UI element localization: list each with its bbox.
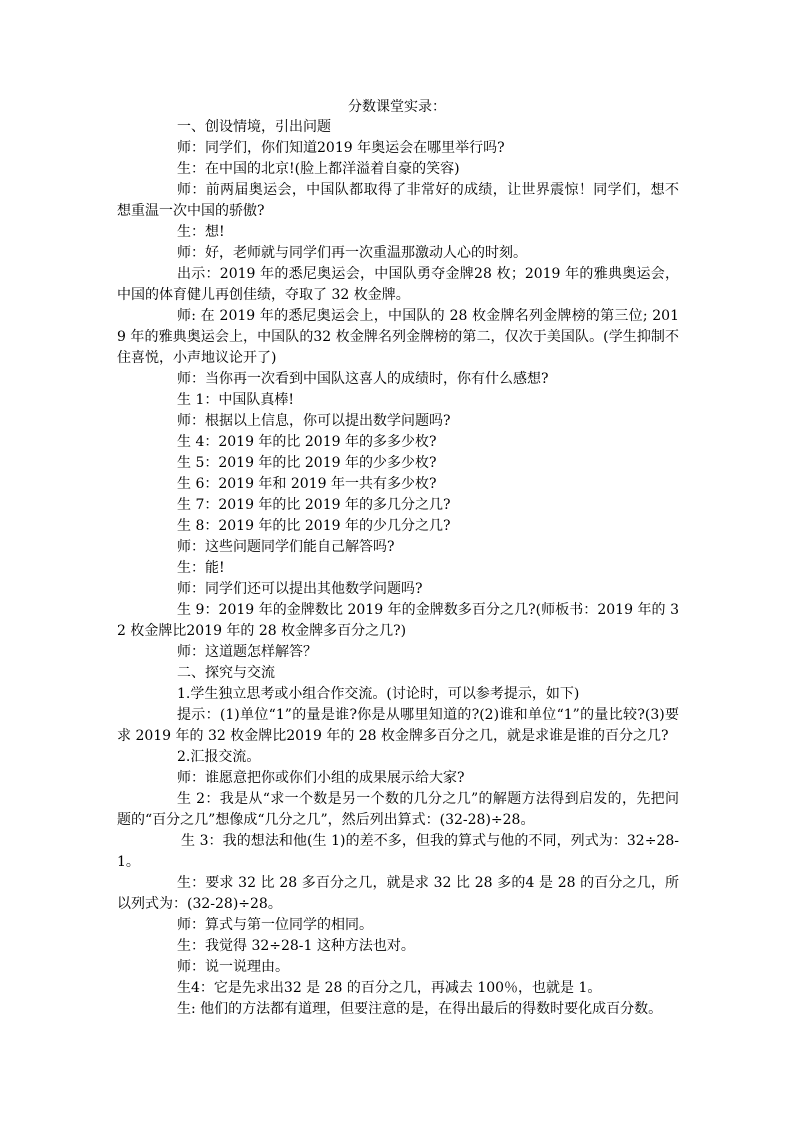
dialogue-line: 生 6：2019 年和 2019 年一共有多少枚? bbox=[177, 476, 437, 492]
step-paragraph: 1.学生独立思考或小组合作交流。(讨论时，可以参考提示，如下) bbox=[177, 686, 580, 702]
dialogue-line: 生 4：2019 年的比 2019 年的多多少枚? bbox=[177, 434, 437, 450]
dialogue-line: 师：说一说理由。 bbox=[177, 959, 289, 975]
dialogue-line: 师：谁愿意把你或你们小组的成果展示给大家? bbox=[177, 770, 465, 786]
dialogue-line: 师：这些问题同学们能自己解答吗? bbox=[177, 539, 395, 555]
dialogue-line: 师：同学们还可以提出其他数学问题吗? bbox=[177, 581, 423, 597]
dialogue-line: 生 8：2019 年的比 2019 年的少几分之几? bbox=[177, 518, 451, 534]
dialogue-line: 师：前两届奥运会，中国队都取得了非常好的成绩，让世界震惊！同学们，想不想重温一次中国的骄傲? bbox=[117, 182, 679, 219]
dialogue-line: 生 9：2019 年的金牌数比 2019 年的金牌数多百分之几?(师板书：2019 年的 32 枚金牌比2019 年的 28 枚金牌多百分之几?) bbox=[117, 602, 679, 639]
section-heading: 一、创设情境，引出问题 bbox=[177, 119, 331, 135]
dialogue-line: 师：这道题怎样解答？ bbox=[177, 644, 317, 660]
dialogue-line: 师：当你再一次看到中国队这喜人的成绩时，你有什么感想? bbox=[177, 371, 549, 387]
section-heading: 二、探究与交流 bbox=[177, 665, 275, 681]
dialogue-line: 生4：它是先求出32 是 28 的百分之几，再减去 100％，也就是 1。 bbox=[177, 980, 602, 996]
document-body bbox=[117, 117, 679, 1020]
dialogue-line: 生：要求 32 比 28 多百分之几，就是求 32 比 28 多的4 是 28 的百分之几，所以列式为：(32-28)÷28。 bbox=[117, 875, 679, 912]
dialogue-line: 生：在中国的北京!(脸上都洋溢着自豪的笑容) bbox=[177, 161, 460, 177]
dialogue-line: 生：能! bbox=[177, 560, 225, 576]
dialogue-line: 师：好，老师就与同学们再一次重温那激动人心的时刻。 bbox=[177, 245, 527, 261]
dialogue-line: 师：算式与第一位同学的相同。 bbox=[177, 917, 373, 933]
dialogue-line: 生 7：2019 年的比 2019 年的多几分之几? bbox=[177, 497, 451, 513]
dialogue-line: 生：我觉得 32÷28-1 这种方法也对。 bbox=[177, 938, 415, 954]
dialogue-line: 师: 在 2019 年的悉尼奥运会上，中国队的 28 枚金牌名列金牌榜的第三位; 2019 年的雅典奥运会上，中国队的32 枚金牌名列金牌榜的第二，仅次于美国队。(学生抑制不住喜悦，小声地议论开了) bbox=[117, 308, 679, 366]
dialogue-line: 生 1：中国队真棒! bbox=[177, 392, 294, 408]
dialogue-line: 生 3：我的想法和他(生 1)的差不多，但我的算式与他的不同，列式为：32÷28-1。 bbox=[117, 833, 679, 870]
hint-paragraph: 提示：(1)单位“1”的量是谁?你是从哪里知道的?(2)谁和单位“1”的量比较?(3)要求 2019 年的 32 枚金牌比2019 年的 28 枚金牌多百分之几，就是求谁是谁的百分之几? bbox=[117, 707, 679, 744]
dialogue-line: 生: 他们的方法都有道理，但要注意的是，在得出最后的得数时要化成百分数。 bbox=[177, 1001, 663, 1017]
document-title: 分数课堂实录： bbox=[348, 99, 446, 115]
dialogue-line: 师：同学们，你们知道2019 年奥运会在哪里举行吗? bbox=[177, 140, 505, 156]
dialogue-line: 师：根据以上信息，你可以提出数学问题吗? bbox=[177, 413, 451, 429]
display-paragraph: 出示：2019 年的悉尼奥运会，中国队勇夺金牌28 枚；2019 年的雅典奥运会，中国的体育健儿再创佳绩，夺取了 32 枚金牌。 bbox=[117, 266, 679, 303]
dialogue-line: 生 2：我是从“求一个数是另一个数的几分之几”的解题方法得到启发的，先把问题的“百分之几”想像成“几分之几”，然后列出算式：(32-28)÷28。 bbox=[117, 791, 679, 828]
dialogue-line: 生 5：2019 年的比 2019 年的少多少枚? bbox=[177, 455, 437, 471]
step-paragraph: 2.汇报交流。 bbox=[177, 749, 261, 765]
dialogue-line: 生：想! bbox=[177, 224, 225, 240]
